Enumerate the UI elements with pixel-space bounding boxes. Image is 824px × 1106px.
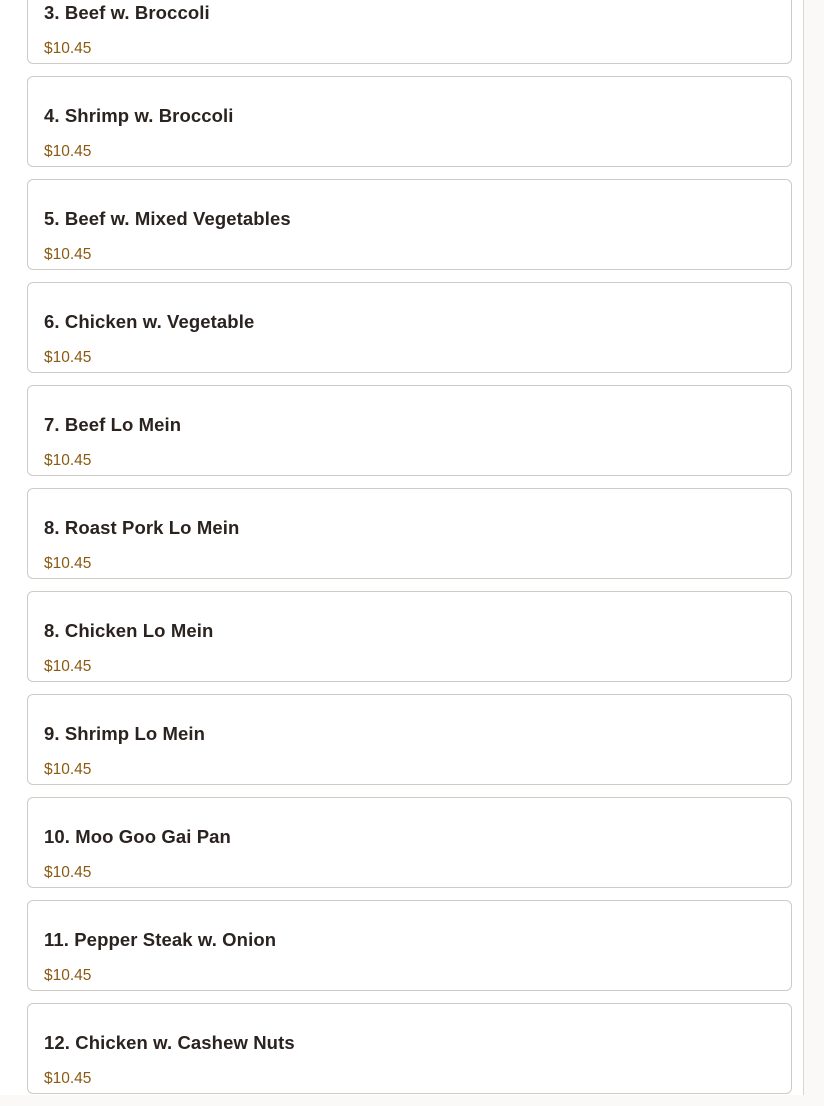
menu-item-card[interactable] xyxy=(27,76,792,167)
menu-item-name: 3. Beef w. Broccoli xyxy=(44,2,210,23)
menu-item-price: $10.45 xyxy=(44,761,92,778)
menu-item-price: $10.45 xyxy=(44,1070,92,1087)
menu-item-name: 8. Roast Pork Lo Mein xyxy=(44,517,240,538)
menu-item-price: $10.45 xyxy=(44,452,92,469)
menu-item-price: $10.45 xyxy=(44,555,92,572)
menu-item-price: $10.45 xyxy=(44,246,92,263)
menu-item-card[interactable] xyxy=(27,282,792,373)
menu-item-card[interactable] xyxy=(27,694,792,785)
menu-item-name: 6. Chicken w. Vegetable xyxy=(44,311,255,332)
menu-item-name: 10. Moo Goo Gai Pan xyxy=(44,826,231,847)
menu-item-price: $10.45 xyxy=(44,658,92,675)
menu-item-name: 7. Beef Lo Mein xyxy=(44,414,182,435)
menu-item-card[interactable] xyxy=(27,591,792,682)
menu-item-card[interactable] xyxy=(27,179,792,270)
menu-item-name: 12. Chicken w. Cashew Nuts xyxy=(44,1032,295,1053)
menu-item-name: 5. Beef w. Mixed Vegetables xyxy=(44,208,291,229)
menu-item-price: $10.45 xyxy=(44,864,92,881)
menu-item-price: $10.45 xyxy=(44,143,92,160)
menu-item-card[interactable] xyxy=(27,900,792,991)
menu-item-price: $10.45 xyxy=(44,349,92,366)
menu-item-card[interactable] xyxy=(27,1003,792,1094)
menu-item-price: $10.45 xyxy=(44,967,92,984)
menu-item-card[interactable] xyxy=(27,0,792,64)
menu-item-name: 4. Shrimp w. Broccoli xyxy=(44,105,234,126)
menu-item-card[interactable] xyxy=(27,488,792,579)
menu-item-name: 11. Pepper Steak w. Onion xyxy=(44,929,277,950)
menu-item-card[interactable] xyxy=(27,385,792,476)
menu-item-price: $10.45 xyxy=(44,40,92,57)
menu-item-name: 8. Chicken Lo Mein xyxy=(44,620,214,641)
menu-item-list xyxy=(27,0,792,1106)
menu-item-card[interactable] xyxy=(27,797,792,888)
menu-item-name: 9. Shrimp Lo Mein xyxy=(44,723,206,744)
